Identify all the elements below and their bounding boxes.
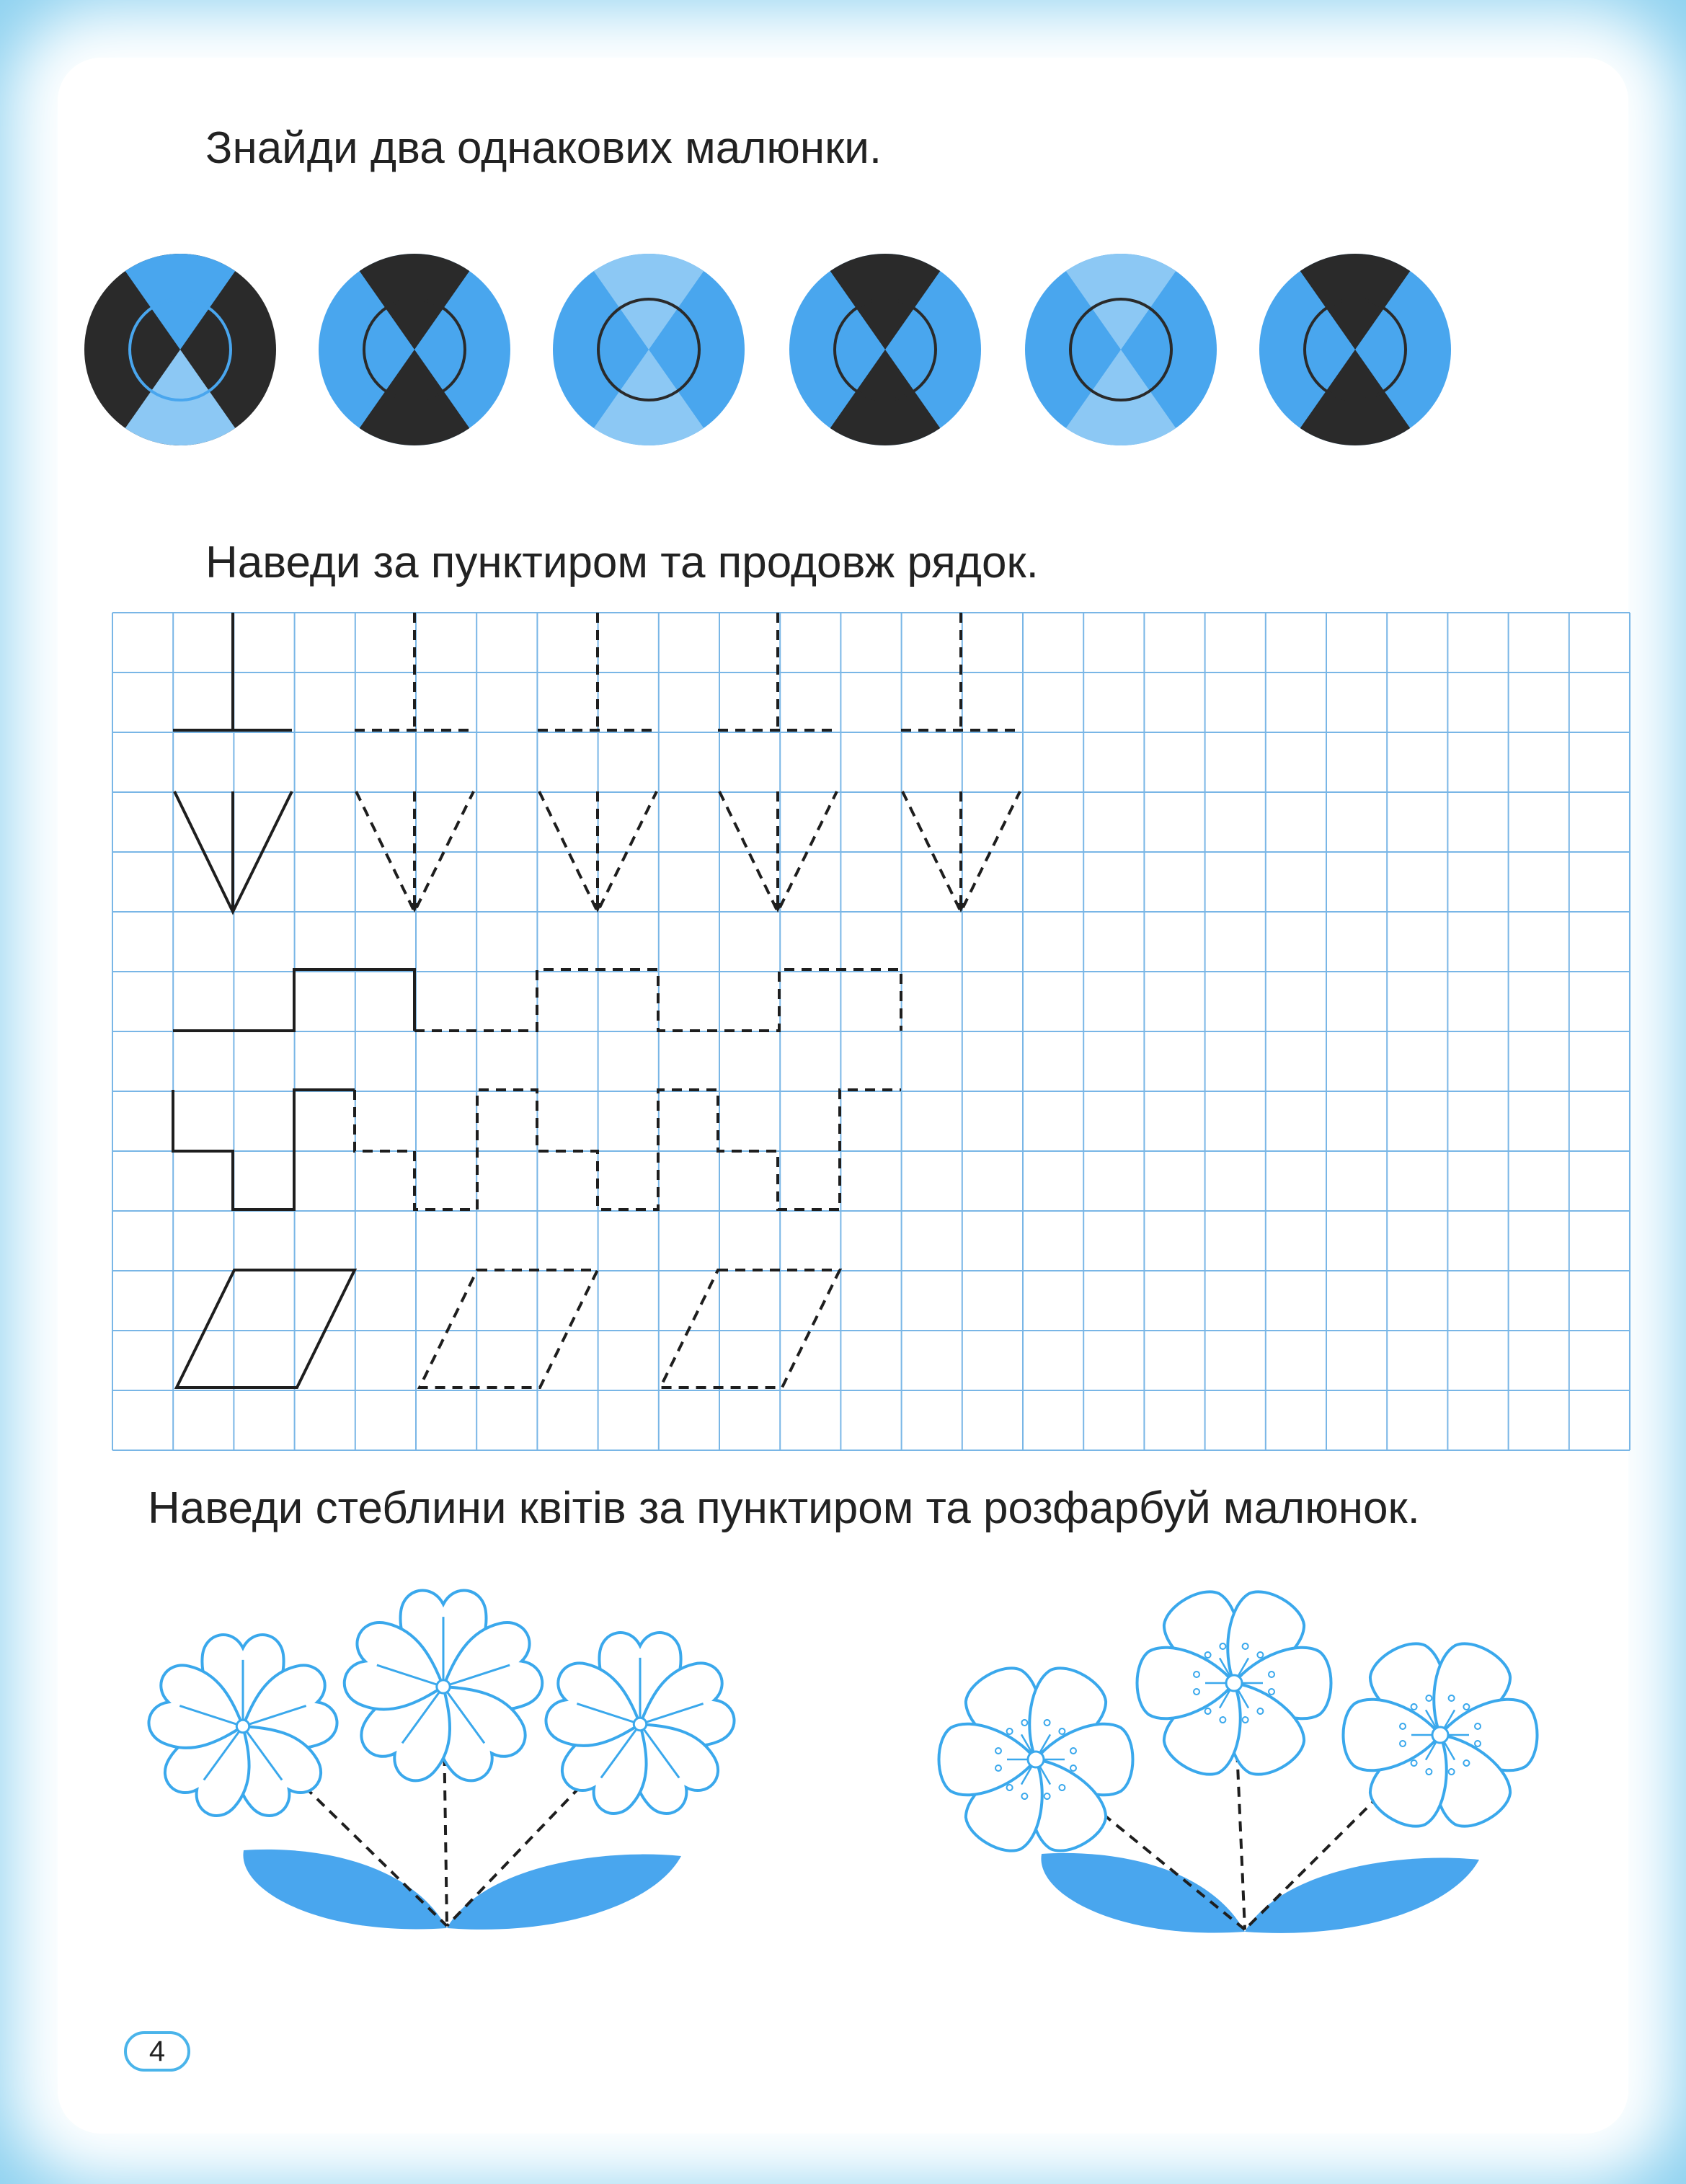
flower[interactable] bbox=[143, 1635, 342, 1824]
flower[interactable] bbox=[1344, 1633, 1538, 1837]
flower-group-left bbox=[143, 1590, 740, 1929]
leaves bbox=[243, 1850, 681, 1930]
flower[interactable] bbox=[541, 1633, 740, 1822]
flower[interactable] bbox=[339, 1590, 549, 1789]
page-number-badge bbox=[124, 2031, 190, 2072]
leaves bbox=[1041, 1853, 1479, 1933]
flower-group-right bbox=[939, 1581, 1538, 1933]
task2-title: Наведи за пунктиром та продовж рядок. bbox=[205, 538, 1039, 587]
flower[interactable] bbox=[1137, 1581, 1331, 1785]
task3-title: Наведи стеблини квітів за пунктиром та розфарбуй малюнок. bbox=[148, 1483, 1420, 1533]
page-number: 4 bbox=[148, 2035, 166, 2067]
task1-title: Знайди два однакових малюнки. bbox=[205, 123, 882, 173]
flower[interactable] bbox=[939, 1658, 1133, 1861]
